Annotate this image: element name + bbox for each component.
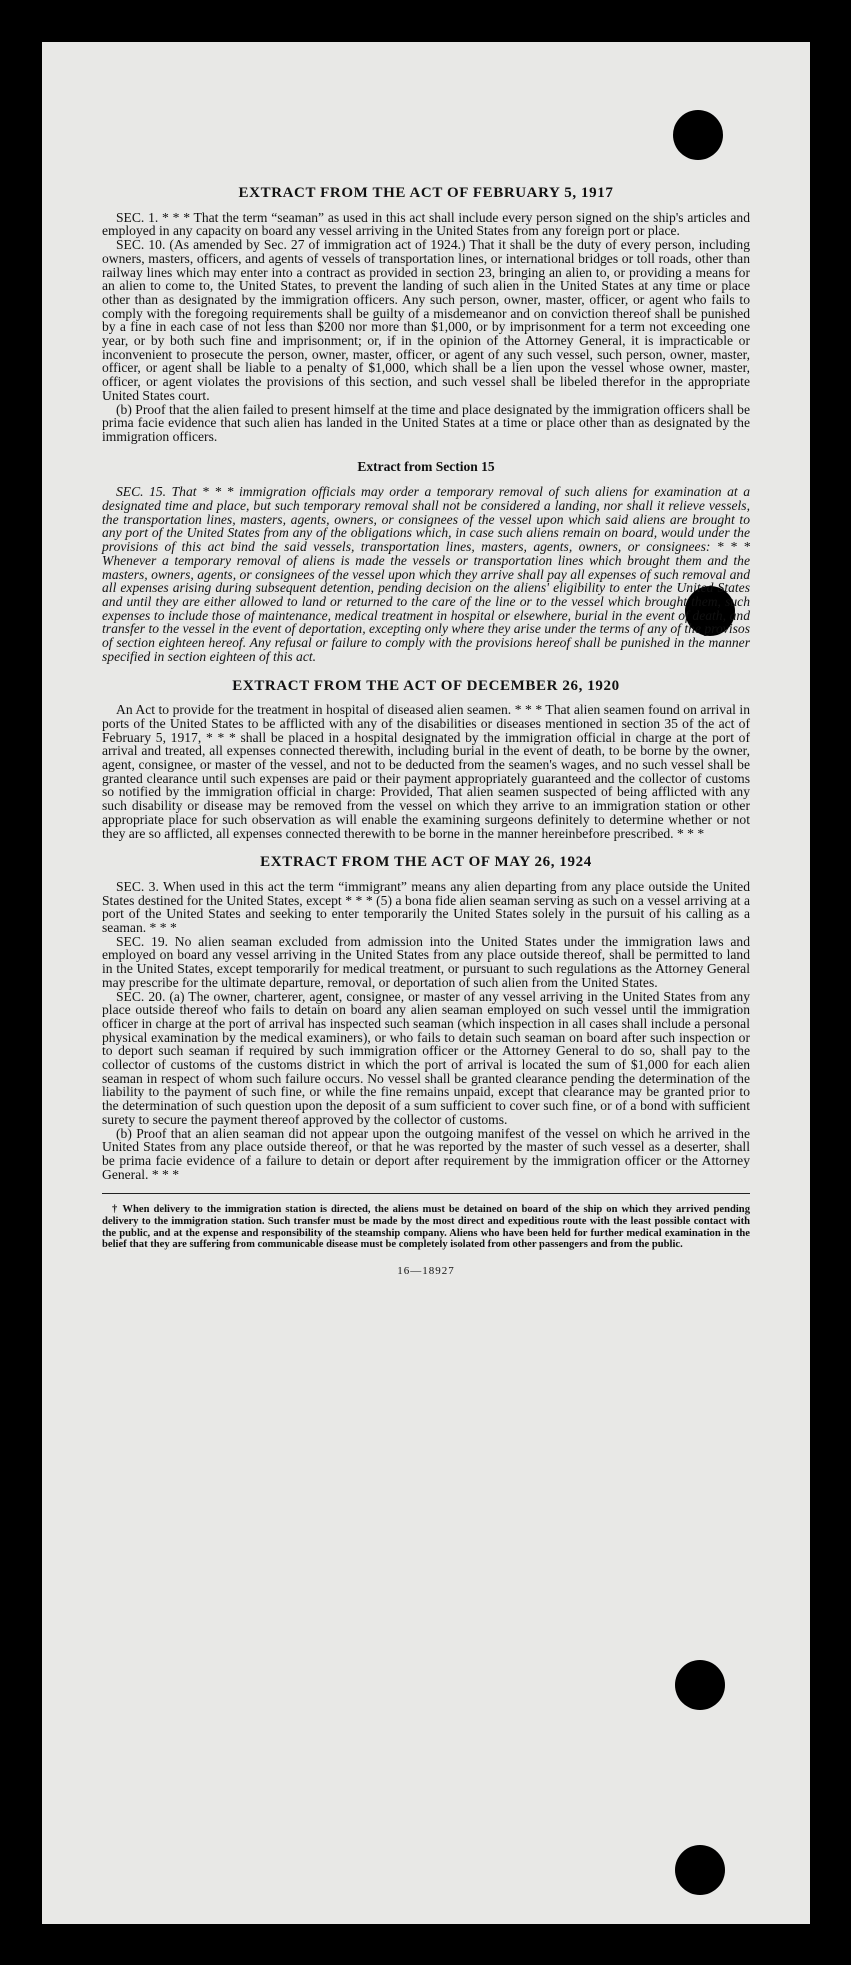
subheading-section-15: Extract from Section 15 (357, 458, 495, 474)
heading-act-1924: EXTRACT FROM THE ACT OF MAY 26, 1924 (260, 854, 592, 871)
paragraph-sec-20-b: (b) Proof that an alien seaman did not appear upon the outgoing manifest of the vessel on which he arrived in the United States from any place outside thereof, or that he was reported by the master of such vessel as a deserter, shall be prima facie evidence of a failure to detain or deport after requirement by the immigration officer or the Attorney General. * * * (102, 1125, 750, 1182)
paragraph-sec-10-b: (b) Proof that the alien failed to present himself at the time and place designated by the immigration officers shall be prima facie evidence that such alien has landed in the United States at a time or place other than as designated by the immigration officers. (102, 401, 750, 444)
footnote: † When delivery to the immigration station is directed, the aliens must be detained on board of the ship on which they arrived pending delivery to the immigration station. Such transfer must be made by the most direct and expeditious route with the least possible contact with the public, and at the expense and responsibility of the steamship company. Aliens who have been held for further medical examination in the belief that they are suffering from communicable disease must be completely isolated from other passengers and from the public. (102, 1204, 750, 1251)
punch-hole (675, 1660, 725, 1710)
document-body (102, 187, 750, 1278)
paragraph-act-1920: An Act to provide for the treatment in hospital of diseased alien seamen. * * * That alien seamen found on arrival in ports of the United States to be afflicted with any of the disabilities or diseases mentioned in section 35 of the act of February 5, 1917, * * * shall be placed in a hospital designated by the immigration official in charge at the port of arrival and treated, all expenses connected therewith, including burial in the event of death, to be borne by the owner, agent, consignee, or master of the vessel, and not to be deducted from the seamen's wages, and no such vessel shall be granted clearance until such expenses are paid or their payment appropriately guaranteed and the collector of customs so notified by the immigration official in charge: Provided, That alien seamen suspected of being afflicted with any such disability or disease may be removed from the vessel on which they arrive to an immigration station or other appropriate place for such observation as will enable the examining surgeons definitely to determine whether or not they are so afflicted, all expenses connected therewith to be borne in the manner hereinbefore prescribed. * * * (102, 702, 750, 841)
punch-hole (675, 1845, 725, 1895)
paragraph-sec-20-a: SEC. 20. (a) The owner, charterer, agent, consignee, or master of any vessel arriving in the United States from any place outside thereof who fails to detain on board any alien seaman employed on such vessel until the immigration officer in charge at the port of arrival has inspected such seaman (which inspection in all cases shall include a personal physical examination by the medical examiners), or who fails to detain such seaman on board after such inspection or to deport such seaman if required by such immigration officer or the Attorney General to do so, shall pay to the collector of customs of the customs district in which the port of arrival is located the sum of $1,000 for each alien seaman in respect of whom such failure occurs. No vessel shall be granted clearance pending the determination of the liability to the payment of such fine, or while the fine remains unpaid, except that clearance may be granted prior to the determination of such question upon the deposit of a sum sufficient to cover such fine, or of a bond with sufficient surety to secure the payment thereof approved by the collector of customs. (102, 988, 750, 1127)
document-page (42, 42, 810, 1924)
paragraph-sec-15: SEC. 15. That * * * immigration officials may order a temporary removal of such aliens for examination at a designated time and place, but such temporary removal shall not be considered a landing, nor shall it relieve vessels, the transportation lines, masters, agents, owners, or consignees of the vessel upon which said aliens are brought to any port of the United States from any of the obligations which, in case such aliens remain on board, would under the provisions of this act bind the said vessels, transportation lines, masters, agents, owners, or consignees: * * * Whenever a temporary removal of aliens is made the vessels or transportation lines which brought them and the masters, owners, agents, or consignees of the vessel upon which they arrive shall pay all expenses of such removal and all expenses arising during subsequent detention, pending decision on the aliens' eligibility to enter the United States and until they are either allowed to land or returned to the care of the line or to the vessel which brought them, such expenses to include those of maintenance, medical treatment in hospital or elsewhere, burial in the event of death, and transfer to the vessel in the event of deportation, excepting only where they arise under the terms of any of the provisos of section eighteen hereof. Any refusal or failure to comply with the provisions hereof shall be punished in the manner specified in section eighteen of this act. (102, 484, 750, 664)
footnote-divider (102, 1193, 750, 1194)
paragraph-sec-1: SEC. 1. * * * That the term “seaman” as used in this act shall include every person signed on the ship's articles and employed in any capacity on board any vessel arriving in the United States from any foreign port or place. (102, 209, 750, 239)
paragraph-sec-19: SEC. 19. No alien seaman excluded from admission into the United States under the immigration laws and employed on board any vessel arriving in the United States from any place outside thereof, shall be permitted to land in the United States, except temporarily for medical treatment, or pursuant to such regulations as the Attorney General may prescribe for the ultimate departure, removal, or deportation of such alien from the United States. (102, 933, 750, 990)
paragraph-sec-3: SEC. 3. When used in this act the term “immigrant” means any alien departing from any place outside the United States destined for the United States, except * * * (5) a bona fide alien seaman serving as such on a vessel arriving at a port of the United States and seeking to enter temporarily the United States solely in the pursuit of his calling as a seaman. * * * (102, 878, 750, 936)
paragraph-sec-10: SEC. 10. (As amended by Sec. 27 of immigration act of 1924.) That it shall be the duty of every person, including owners, masters, officers, and agents of vessels of transportation lines, or international bridges or toll roads, other than railway lines which may enter into a contract as provided in section 23, bringing an alien to, or providing a means for an alien to come to, the United States, to prevent the landing of such alien in the United States at any time or place other than as designated by the immigration officers. Any such person, owner, master, officer, or agent who fails to comply with the foregoing requirements shall be guilty of a misdemeanor and on conviction thereof shall be punished by a fine in each case of not less than $200 nor more than $1,000, or by imprisonment for a term not exceeding one year, or by both such fine and imprisonment; or, if in the opinion of the Attorney General, it is impracticable or inconvenient to prosecute the person, owner, master, officer, or agent of any such vessel, such person, owner, master, officer, or agent shall be liable to a penalty of $1,000, which shall be a lien upon the vessel whose owner, master, officer, or agent violates the provisions of this section, and such vessel shall be libeled therefor in the appropriate United States court. (102, 237, 750, 403)
page-number: 16—18927 (397, 1264, 455, 1277)
heading-act-1917: EXTRACT FROM THE ACT OF FEBRUARY 5, 1917 (238, 185, 614, 201)
heading-act-1920: EXTRACT FROM THE ACT OF DECEMBER 26, 1920 (232, 677, 620, 694)
punch-hole (673, 110, 723, 160)
